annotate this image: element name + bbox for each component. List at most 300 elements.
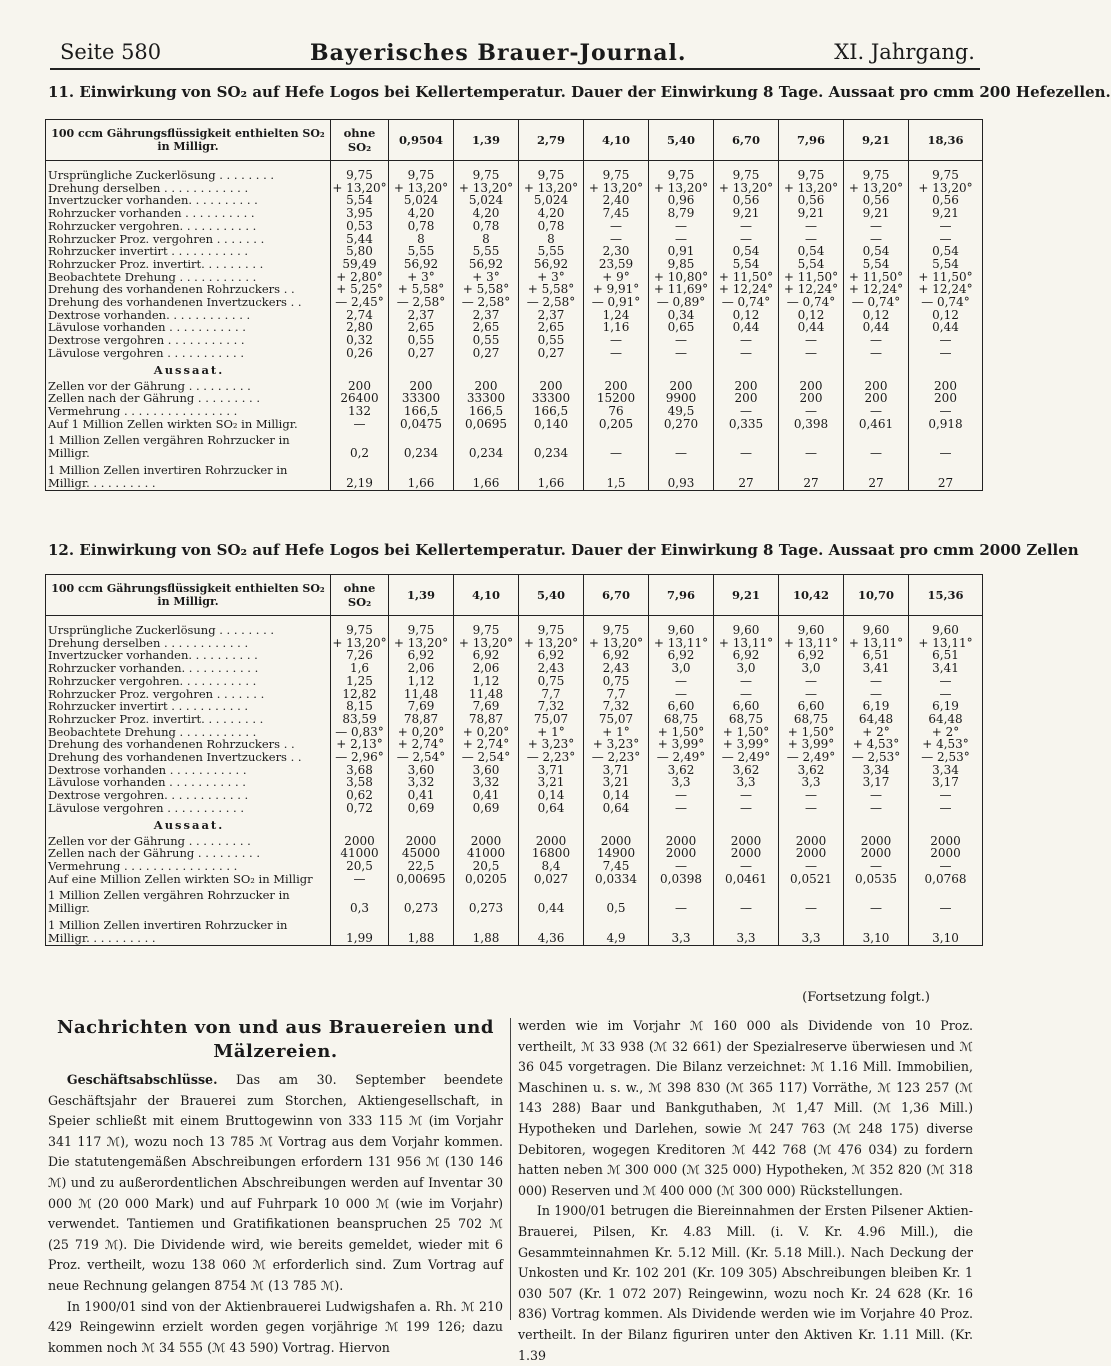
value-cell: 2,65 (454, 321, 519, 334)
value-cell: 68,75 (714, 713, 779, 726)
value-cell: — (714, 430, 779, 460)
value-cell: 41000 (454, 847, 519, 860)
table-row (46, 169, 983, 182)
article-p1-text: Das am 30. September beendete Geschäftsjahr der Brauerei zum Storchen, Aktiengesellschaft, in Speier schließt mit einem Bruttogewinn von 333 115 ℳ (im Vorjahr 341 117 ℳ), wozu noch 13 785 ℳ Vortrag aus dem Vorjahr kommen. Die statutengemäßen Abschreibungen erfordern 131 956 ℳ (130 146 ℳ) und zu außerordentlichen Abschreibungen werden auf Inventar 30 000 ℳ (20 000 Mark) und auf Fuhrpark 10 000 ℳ (wie im Vorjahr) verwendet. Tantiemen und Gratifikationen beanspruchen 25 702 ℳ (25 719 ℳ). Die Dividende wird, wie bereits gemeldet, wieder mit 6 Proz. vertheilt, wozu 138 060 ℳ erforderlich sind. Zum Vortrag auf neue Rechnung gelangen 8754 ℳ (13 785 ℳ). (48, 1072, 503, 1293)
value-cell: + 3,23° (584, 738, 649, 751)
value-cell: — (909, 233, 983, 246)
value-cell: 0,12 (714, 309, 779, 322)
value-cell: 200 (909, 392, 983, 405)
header-cell-so2: 4,10 (584, 120, 649, 161)
row-label: Vermehrung . . . . . . . . . . . . . . . . (46, 405, 331, 418)
value-cell: — (909, 789, 983, 802)
value-cell: — (779, 334, 844, 347)
row-label: Rohrzucker Proz. invertirt. . . . . . . . . (46, 258, 331, 271)
value-cell: 200 (779, 392, 844, 405)
value-cell: 3,3 (779, 776, 844, 789)
value-cell: — (649, 430, 714, 460)
value-cell: — (909, 405, 983, 418)
row-label: 1 Million Zellen invertiren Rohrzucker in Milligr. . . . . . . . . . (46, 915, 331, 946)
value-cell: 16800 (519, 847, 584, 860)
row-label: Invertzucker vorhanden. . . . . . . . . . (46, 649, 331, 662)
header-cell-so2: 15,36 (909, 575, 983, 616)
value-cell: 9,75 (389, 624, 454, 637)
value-cell: 3,0 (649, 662, 714, 675)
value-cell: 3,21 (519, 776, 584, 789)
volume-label: XI. Jahrgang. (834, 40, 975, 64)
row-label: Rohrzucker Proz. vergohren . . . . . . . (46, 688, 331, 701)
spacer-cell (844, 815, 909, 835)
value-cell: 1,88 (389, 915, 454, 946)
value-cell: 2,65 (519, 321, 584, 334)
value-cell: + 3° (389, 271, 454, 284)
value-cell: + 2° (909, 726, 983, 739)
value-cell: 0,34 (649, 309, 714, 322)
row-label: Lävulose vorhanden . . . . . . . . . . . (46, 321, 331, 334)
value-cell: — (331, 418, 389, 431)
value-cell: 3,32 (454, 776, 519, 789)
value-cell: 5,024 (454, 194, 519, 207)
value-cell: 6,60 (714, 700, 779, 713)
value-cell: — (714, 688, 779, 701)
value-cell: 1,12 (389, 675, 454, 688)
value-cell: + 13,20° (844, 182, 909, 195)
value-cell: 6,92 (519, 649, 584, 662)
value-cell: + 3° (454, 271, 519, 284)
header-cell-label: 100 ccm Gährungsflüssigkeit enthielten SO₂ in Milligr. (46, 575, 331, 616)
value-cell: — (909, 885, 983, 915)
row-label: Rohrzucker invertirt . . . . . . . . . . . (46, 700, 331, 713)
value-cell: 6,92 (649, 649, 714, 662)
value-cell: 2000 (649, 835, 714, 848)
value-cell: — (714, 885, 779, 915)
value-cell: 200 (714, 392, 779, 405)
value-cell: 27 (909, 460, 983, 491)
value-cell: 0,335 (714, 418, 779, 431)
value-cell: 5,54 (331, 194, 389, 207)
value-cell: — 2,53° (844, 751, 909, 764)
value-cell: 0,14 (584, 789, 649, 802)
value-cell: 0,273 (454, 885, 519, 915)
section-row (46, 360, 983, 380)
value-cell: + 12,24° (779, 283, 844, 296)
spacer-cell (331, 815, 389, 835)
table-row (46, 334, 983, 347)
value-cell: 14900 (584, 847, 649, 860)
spacer-cell (454, 815, 519, 835)
value-cell: + 9° (584, 271, 649, 284)
value-cell: 0,54 (844, 245, 909, 258)
value-cell: 9,75 (584, 169, 649, 182)
spacer-cell (389, 360, 454, 380)
value-cell: — (844, 675, 909, 688)
value-cell: 0,14 (519, 789, 584, 802)
value-cell: 1,12 (454, 675, 519, 688)
value-cell: 3,71 (584, 764, 649, 777)
header-cell-so2: 7,96 (779, 120, 844, 161)
row-label: Rohrzucker vergohren. . . . . . . . . . . (46, 675, 331, 688)
value-cell: 0,398 (779, 418, 844, 431)
spacer-cell (454, 360, 519, 380)
header-cell-so2: 5,40 (519, 575, 584, 616)
header-cell-so2: 1,39 (389, 575, 454, 616)
value-cell: 200 (844, 392, 909, 405)
row-label: Drehung des vorhandenen Rohrzuckers . . (46, 738, 331, 751)
value-cell: + 11,50° (714, 271, 779, 284)
table11 (45, 119, 983, 491)
value-cell: — 0,74° (909, 296, 983, 309)
value-cell: 0,27 (519, 347, 584, 360)
value-cell: — (844, 334, 909, 347)
value-cell: 0,234 (454, 430, 519, 460)
table-row (46, 860, 983, 873)
column-divider (510, 1018, 511, 1320)
value-cell: 0,41 (389, 789, 454, 802)
value-cell: 1,99 (331, 915, 389, 946)
value-cell: 5,54 (909, 258, 983, 271)
value-cell: 75,07 (519, 713, 584, 726)
value-cell: + 10,80° (649, 271, 714, 284)
value-cell: 200 (844, 380, 909, 393)
value-cell: 0,12 (779, 309, 844, 322)
value-cell: + 3,99° (649, 738, 714, 751)
header-cell-so2: ohne SO₂ (331, 120, 389, 161)
value-cell: 2,43 (584, 662, 649, 675)
value-cell: 49,5 (649, 405, 714, 418)
value-cell: 2,65 (389, 321, 454, 334)
row-label: Invertzucker vorhanden. . . . . . . . . . (46, 194, 331, 207)
table-row (46, 296, 983, 309)
value-cell: — (844, 802, 909, 815)
value-cell: 3,60 (389, 764, 454, 777)
value-cell: 0,54 (714, 245, 779, 258)
table-row (46, 802, 983, 815)
value-cell: 9,85 (649, 258, 714, 271)
value-cell: 0,56 (909, 194, 983, 207)
value-cell: 0,75 (584, 675, 649, 688)
value-cell: — 2,54° (389, 751, 454, 764)
value-cell: 132 (331, 405, 389, 418)
value-cell: 0,75 (519, 675, 584, 688)
header-cell-so2: 10,70 (844, 575, 909, 616)
value-cell: 0,27 (454, 347, 519, 360)
value-cell: + 2,13° (331, 738, 389, 751)
value-cell: 0,234 (519, 430, 584, 460)
value-cell: 4,36 (519, 915, 584, 946)
value-cell: — (714, 233, 779, 246)
value-cell: + 13,20° (519, 182, 584, 195)
value-cell: 2,40 (584, 194, 649, 207)
table12 (45, 574, 983, 946)
value-cell: 2000 (584, 835, 649, 848)
value-cell: 9,75 (331, 169, 389, 182)
row-label: Rohrzucker Proz. invertirt. . . . . . . . . (46, 713, 331, 726)
value-cell: — (714, 789, 779, 802)
value-cell: 200 (331, 380, 389, 393)
row-label: 1 Million Zellen vergähren Rohrzucker in Milligr. (46, 430, 331, 460)
row-label: Zellen nach der Gährung . . . . . . . . . (46, 392, 331, 405)
value-cell: — (909, 860, 983, 873)
value-cell: 27 (714, 460, 779, 491)
row-label: Beobachtete Drehung . . . . . . . . . . . (46, 726, 331, 739)
value-cell: 2000 (909, 835, 983, 848)
header-cell-so2: 18,36 (909, 120, 983, 161)
value-cell: — 2,53° (909, 751, 983, 764)
value-cell: + 11,50° (844, 271, 909, 284)
value-cell: — (714, 860, 779, 873)
journal-title: Bayerisches Brauer-Journal. (310, 40, 687, 66)
value-cell: — 0,89° (649, 296, 714, 309)
value-cell: + 3,99° (779, 738, 844, 751)
value-cell: — 0,83° (331, 726, 389, 739)
value-cell: 1,66 (389, 460, 454, 491)
article-right-column (518, 1016, 973, 1366)
header-cell-so2: 6,70 (584, 575, 649, 616)
article-paragraph-4: In 1900/01 betrugen die Biereinnahmen der Ersten Pilsener Aktien-Brauerei, Pilsen, Kr. 4.83 Mill. (i. V. Kr. 4.96 Mill.), die Gesammteinnahmen Kr. 5.12 Mill. (Kr. 5.18 Mill.). Nach Deckung der Unkosten und Kr. 102 201 (Kr. 109 305) Abschreibungen bleiben Kr. 1 030 507 (Kr. 1 072 207) Reingewinn, wozu noch Kr. 24 628 (Kr. 16 836) Vortrag kommen. Als Dividende werden wie im Vorjahre 40 Proz. vertheilt. In der Bilanz figuriren unter den Aktiven Kr. 1.11 Mill. (Kr. 1.39 (518, 1203, 973, 1363)
value-cell: + 0,20° (389, 726, 454, 739)
row-label: Rohrzucker Proz. vergohren . . . . . . . (46, 233, 331, 246)
value-cell: 12,82 (331, 688, 389, 701)
row-label: Lävulose vergohren . . . . . . . . . . . (46, 347, 331, 360)
value-cell: — (649, 885, 714, 915)
value-cell: 7,69 (389, 700, 454, 713)
value-cell: 75,07 (584, 713, 649, 726)
value-cell: 2,30 (584, 245, 649, 258)
value-cell: 5,024 (389, 194, 454, 207)
value-cell: + 2° (844, 726, 909, 739)
row-label: Dextrose vorhanden. . . . . . . . . . . . (46, 309, 331, 322)
value-cell: 1,5 (584, 460, 649, 491)
value-cell: + 3,23° (519, 738, 584, 751)
spacer-cell (714, 360, 779, 380)
value-cell: — (714, 347, 779, 360)
value-cell: 0,56 (779, 194, 844, 207)
value-cell: 9,60 (844, 624, 909, 637)
value-cell: 200 (909, 380, 983, 393)
value-cell: 0,54 (779, 245, 844, 258)
value-cell: 0,0535 (844, 873, 909, 886)
value-cell: 0,0461 (714, 873, 779, 886)
value-cell: 15200 (584, 392, 649, 405)
continuation-note: (Fortsetzung folgt.) (802, 990, 930, 1005)
value-cell: 9,60 (909, 624, 983, 637)
value-cell: + 13,20° (389, 637, 454, 650)
spacer-cell (909, 815, 983, 835)
value-cell: + 13,20° (649, 182, 714, 195)
value-cell: — (584, 233, 649, 246)
header-cell-so2: 9,21 (714, 575, 779, 616)
value-cell: 0,56 (714, 194, 779, 207)
table-row (46, 873, 983, 886)
value-cell: 7,45 (584, 860, 649, 873)
value-cell: 7,7 (584, 688, 649, 701)
value-cell: 9,75 (519, 169, 584, 182)
value-cell: 0,72 (331, 802, 389, 815)
value-cell: 8,15 (331, 700, 389, 713)
spacer-cell (331, 360, 389, 380)
table-row (46, 751, 983, 764)
section-label: Aussaat. (46, 815, 331, 835)
value-cell: 64,48 (844, 713, 909, 726)
value-cell: 5,54 (779, 258, 844, 271)
value-cell: — (649, 860, 714, 873)
value-cell: — (844, 860, 909, 873)
value-cell: 9,21 (909, 207, 983, 220)
row-label: Drehung des vorhandenen Invertzuckers . . (46, 751, 331, 764)
value-cell: + 4,53° (844, 738, 909, 751)
value-cell: + 13,20° (909, 182, 983, 195)
table-row (46, 347, 983, 360)
table-row (46, 915, 983, 946)
header-cell-so2: 2,79 (519, 120, 584, 161)
page-number: Seite 580 (60, 40, 162, 64)
value-cell: 4,20 (389, 207, 454, 220)
value-cell: 68,75 (649, 713, 714, 726)
value-cell: — (844, 688, 909, 701)
table-row (46, 405, 983, 418)
value-cell: 0,12 (844, 309, 909, 322)
value-cell: 4,20 (454, 207, 519, 220)
spacer-cell (844, 360, 909, 380)
header-cell-so2: ohne SO₂ (331, 575, 389, 616)
value-cell: 6,51 (844, 649, 909, 662)
table-row (46, 418, 983, 431)
value-cell: + 13,20° (779, 182, 844, 195)
value-cell: 3,68 (331, 764, 389, 777)
value-cell: 56,92 (454, 258, 519, 271)
value-cell: 0,55 (389, 334, 454, 347)
value-cell: 2000 (389, 835, 454, 848)
value-cell: 1,25 (331, 675, 389, 688)
row-label: Dextrose vergohren . . . . . . . . . . . (46, 334, 331, 347)
value-cell: 33300 (454, 392, 519, 405)
row-label: Zellen vor der Gährung . . . . . . . . . (46, 380, 331, 393)
table-row (46, 207, 983, 220)
value-cell: 200 (389, 380, 454, 393)
value-cell: + 9,91° (584, 283, 649, 296)
value-cell: 200 (584, 380, 649, 393)
value-cell: 3,3 (779, 915, 844, 946)
value-cell: 3,3 (649, 776, 714, 789)
value-cell: 7,32 (519, 700, 584, 713)
value-cell: 1,88 (454, 915, 519, 946)
value-cell: 9,75 (584, 624, 649, 637)
value-cell: 3,10 (909, 915, 983, 946)
value-cell: — (844, 430, 909, 460)
table12-title: 12. Einwirkung von SO₂ auf Hefe Logos bei Kellertemperatur. Dauer der Einwirkung 8 Tage. Aussaat pro cmm 2000 Zellen (48, 541, 1079, 559)
value-cell: — (714, 220, 779, 233)
value-cell: 9,75 (649, 169, 714, 182)
spacer-cell (779, 360, 844, 380)
value-cell: — 2,23° (584, 751, 649, 764)
value-cell: 4,20 (519, 207, 584, 220)
value-cell: 2,19 (331, 460, 389, 491)
value-cell: — 2,58° (454, 296, 519, 309)
value-cell: 0,27 (389, 347, 454, 360)
value-cell: 7,45 (584, 207, 649, 220)
value-cell: — (909, 430, 983, 460)
value-cell: + 13,20° (389, 182, 454, 195)
value-cell: 8,79 (649, 207, 714, 220)
value-cell: — (779, 789, 844, 802)
value-cell: 2000 (519, 835, 584, 848)
value-cell: 3,95 (331, 207, 389, 220)
value-cell: 166,5 (389, 405, 454, 418)
value-cell: 0,64 (519, 802, 584, 815)
value-cell: — (779, 675, 844, 688)
header-cell-so2: 6,70 (714, 120, 779, 161)
value-cell: — (584, 220, 649, 233)
value-cell: 6,92 (714, 649, 779, 662)
value-cell: 3,3 (714, 915, 779, 946)
value-cell: 8 (519, 233, 584, 246)
value-cell: 33300 (519, 392, 584, 405)
row-label: Lävulose vergohren . . . . . . . . . . . (46, 802, 331, 815)
value-cell: — (584, 430, 649, 460)
value-cell: 9,75 (714, 169, 779, 182)
row-label: Vermehrung . . . . . . . . . . . . . . . . (46, 860, 331, 873)
value-cell: 0,140 (519, 418, 584, 431)
value-cell: 20,5 (454, 860, 519, 873)
value-cell: + 1,50° (649, 726, 714, 739)
value-cell: 0,0521 (779, 873, 844, 886)
value-cell: — 2,49° (779, 751, 844, 764)
value-cell: + 13,20° (332, 635, 387, 650)
value-cell: 6,92 (779, 649, 844, 662)
table-row (46, 624, 983, 637)
value-cell: 27 (844, 460, 909, 491)
spacer-cell (389, 815, 454, 835)
spacer-cell (519, 360, 584, 380)
value-cell: + 1° (519, 726, 584, 739)
value-cell: 0,0475 (389, 418, 454, 431)
value-cell: 0,65 (649, 321, 714, 334)
spacer-cell (714, 815, 779, 835)
table-row (46, 789, 983, 802)
value-cell: — 0,74° (844, 296, 909, 309)
value-cell: 2,37 (454, 309, 519, 322)
value-cell: — (779, 885, 844, 915)
article-paragraph-2: In 1900/01 sind von der Aktienbrauerei Ludwigshafen a. Rh. ℳ 210 429 Reingewinn erzielt worden gegen vorjährige ℳ 199 126; dazu kommen noch ℳ 34 555 (ℳ 43 590) Vortrag. Hiervon (48, 1298, 503, 1355)
value-cell: 3,62 (649, 764, 714, 777)
value-cell: 26400 (331, 392, 389, 405)
value-cell: + 12,24° (844, 283, 909, 296)
value-cell: 9900 (649, 392, 714, 405)
value-cell: — (584, 347, 649, 360)
value-cell: 6,19 (909, 700, 983, 713)
row-label: Dextrose vergohren. . . . . . . . . . . . (46, 789, 331, 802)
value-cell: 1,16 (584, 321, 649, 334)
row-label: Ursprüngliche Zuckerlösung . . . . . . . . (46, 624, 331, 637)
header-cell-so2: 9,21 (844, 120, 909, 161)
value-cell: 2000 (844, 847, 909, 860)
value-cell: 56,92 (519, 258, 584, 271)
value-cell: + 13,20° (584, 637, 649, 650)
value-cell: 3,3 (714, 776, 779, 789)
spacer-cell (519, 815, 584, 835)
value-cell: — 0,74° (714, 296, 779, 309)
value-cell: 83,59 (331, 713, 389, 726)
value-cell: 9,60 (714, 624, 779, 637)
value-cell: 2000 (454, 835, 519, 848)
value-cell: — 2,54° (454, 751, 519, 764)
value-cell: 1,66 (519, 460, 584, 491)
table-row (46, 460, 983, 491)
value-cell: — (779, 860, 844, 873)
value-cell: 200 (714, 380, 779, 393)
row-label: Rohrzucker invertirt . . . . . . . . . . . (46, 245, 331, 258)
table-row (46, 430, 983, 460)
row-label: Zellen vor der Gährung . . . . . . . . . (46, 835, 331, 848)
